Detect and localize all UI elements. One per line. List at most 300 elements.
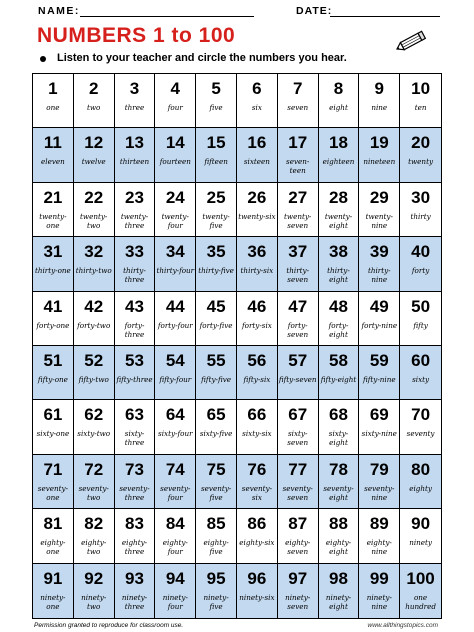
number-cell[interactable]: [359, 237, 400, 291]
number-cell[interactable]: [155, 128, 196, 182]
name-label: NAME:: [38, 5, 80, 17]
number-digit: 94: [165, 568, 185, 588]
number-word: ninety-five: [203, 592, 229, 611]
number-digit: 3: [129, 79, 140, 98]
number-digit: 51: [43, 351, 63, 370]
number-word: three: [124, 103, 145, 112]
number-digit: 68: [329, 405, 348, 425]
number-cell[interactable]: [74, 346, 115, 400]
number-cell[interactable]: [278, 74, 319, 128]
number-word: eighty-six: [239, 538, 275, 548]
number-cell[interactable]: [74, 455, 115, 509]
instruction-text: Listen to your teacher and circle the numbers you hear.: [57, 52, 347, 64]
number-cell[interactable]: [155, 292, 196, 346]
number-digit: 65: [206, 405, 226, 425]
number-digit: 9: [374, 79, 385, 98]
number-word: forty-seven: [287, 320, 309, 339]
number-word: fifty-eight: [320, 375, 357, 384]
number-word: fourteen: [159, 157, 191, 167]
number-cell[interactable]: [359, 183, 400, 237]
number-word: forty-six: [241, 320, 272, 330]
number-cell[interactable]: [115, 74, 156, 128]
number-word: thirty: [410, 211, 431, 221]
number-word: fifty-four: [159, 375, 192, 384]
number-digit: 90: [411, 514, 431, 534]
number-word: forty-three: [124, 320, 145, 339]
number-digit: 84: [165, 514, 185, 534]
number-cell[interactable]: [74, 183, 115, 237]
number-digit: 61: [43, 405, 63, 425]
number-word: five: [209, 103, 223, 112]
number-cell[interactable]: [155, 564, 196, 618]
number-digit: 33: [125, 242, 144, 262]
number-word: seventy-seven: [282, 483, 313, 502]
number-digit: 40: [411, 242, 431, 262]
number-digit: 18: [329, 133, 348, 153]
number-cell[interactable]: [237, 292, 278, 346]
number-cell[interactable]: [359, 509, 400, 563]
number-cell[interactable]: [359, 128, 400, 182]
number-word: nine: [371, 103, 388, 112]
number-digit: 93: [125, 568, 144, 588]
number-cell[interactable]: [155, 509, 196, 563]
number-digit: 81: [43, 514, 63, 534]
number-cell[interactable]: [74, 292, 115, 346]
number-cell[interactable]: [74, 237, 115, 291]
number-digit: 42: [84, 296, 104, 316]
number-word: thirty-three: [123, 266, 146, 285]
number-cell[interactable]: [319, 74, 360, 128]
number-cell[interactable]: [278, 346, 319, 400]
number-digit: 30: [411, 187, 431, 207]
date-write-line[interactable]: [330, 16, 440, 17]
number-cell[interactable]: [319, 237, 360, 291]
number-cell[interactable]: [33, 183, 74, 237]
number-cell[interactable]: [115, 237, 156, 291]
number-digit: 2: [88, 79, 99, 98]
number-digit: 20: [411, 133, 431, 153]
number-digit: 52: [84, 351, 104, 370]
number-word: eighty-one: [40, 538, 66, 557]
number-digit: 14: [165, 133, 185, 153]
number-cell[interactable]: [74, 400, 115, 454]
number-cell[interactable]: [196, 292, 237, 346]
number-word: eleven: [41, 157, 65, 167]
number-digit: 59: [369, 351, 389, 370]
number-digit: 73: [125, 459, 144, 479]
number-cell[interactable]: [278, 455, 319, 509]
number-digit: 4: [170, 79, 181, 98]
number-digit: 70: [411, 405, 431, 425]
number-word: twenty-one: [39, 211, 67, 230]
number-digit: 21: [43, 187, 63, 207]
number-word: ninety-eight: [325, 592, 352, 611]
number-digit: 82: [84, 514, 104, 534]
number-word: fifty-nine: [362, 375, 396, 384]
number-digit: 80: [411, 459, 431, 479]
number-digit: 72: [84, 459, 104, 479]
number-digit: 83: [125, 514, 144, 534]
number-cell[interactable]: [33, 455, 74, 509]
number-digit: 57: [288, 351, 308, 370]
number-cell[interactable]: [319, 292, 360, 346]
number-cell[interactable]: [196, 183, 237, 237]
number-word: fifty-one: [37, 375, 68, 384]
number-cell[interactable]: [400, 564, 441, 618]
number-word: ten: [414, 103, 427, 112]
number-digit: 10: [411, 79, 431, 98]
number-cell[interactable]: [400, 128, 441, 182]
number-digit: 75: [206, 459, 226, 479]
number-word: seventy-nine: [364, 483, 395, 502]
number-word: ninety-one: [40, 592, 66, 611]
number-digit: 16: [247, 133, 267, 153]
number-word: sixty-nine: [361, 429, 397, 439]
number-digit: 25: [206, 187, 226, 207]
number-cell[interactable]: [155, 183, 196, 237]
number-cell[interactable]: [196, 400, 237, 454]
number-digit: 7: [292, 79, 303, 98]
number-cell[interactable]: [33, 74, 74, 128]
number-cell[interactable]: [400, 237, 441, 291]
number-word: twenty-two: [80, 211, 108, 230]
number-word: one hundred: [405, 592, 436, 611]
number-word: fifty: [413, 320, 428, 330]
number-digit: 99: [369, 568, 389, 588]
number-cell[interactable]: [237, 346, 278, 400]
number-word: sixty-one: [36, 429, 70, 439]
number-cell[interactable]: [155, 74, 196, 128]
number-word: forty-five: [199, 320, 233, 330]
number-cell[interactable]: [278, 400, 319, 454]
number-cell[interactable]: [278, 509, 319, 563]
number-digit: 78: [329, 459, 348, 479]
number-word: seventy-six: [241, 483, 273, 502]
number-word: seventy-five: [200, 483, 232, 502]
number-digit: 63: [125, 405, 144, 425]
number-cell[interactable]: [115, 400, 156, 454]
number-word: sixty-four: [158, 429, 193, 439]
number-cell[interactable]: [115, 183, 156, 237]
number-digit: 85: [206, 514, 226, 534]
number-cell[interactable]: [400, 74, 441, 128]
number-cell[interactable]: [319, 128, 360, 182]
number-cell[interactable]: [33, 564, 74, 618]
number-cell[interactable]: [359, 346, 400, 400]
number-word: eighty-nine: [366, 538, 392, 557]
number-digit: 31: [43, 242, 63, 262]
number-cell[interactable]: [319, 400, 360, 454]
number-digit: 28: [329, 187, 348, 207]
number-digit: 54: [165, 351, 185, 370]
number-digit: 35: [206, 242, 226, 262]
number-word: fifty-six: [243, 375, 271, 384]
number-word: six: [251, 103, 262, 112]
number-cell[interactable]: [115, 128, 156, 182]
number-digit: 12: [84, 133, 104, 153]
number-cell[interactable]: [319, 346, 360, 400]
number-word: thirteen: [119, 157, 150, 167]
number-cell[interactable]: [155, 455, 196, 509]
number-cell[interactable]: [115, 564, 156, 618]
number-cell[interactable]: [237, 455, 278, 509]
number-word: eighty: [409, 483, 432, 493]
number-cell[interactable]: [74, 564, 115, 618]
number-digit: 39: [369, 242, 389, 262]
number-digit: 5: [211, 79, 221, 98]
number-cell[interactable]: [115, 346, 156, 400]
number-cell[interactable]: [319, 564, 360, 618]
number-cell[interactable]: [359, 564, 400, 618]
number-word: sixty: [412, 375, 430, 384]
number-digit: 71: [43, 459, 63, 479]
number-word: seventy-four: [160, 483, 191, 502]
number-digit: 8: [333, 79, 344, 98]
number-word: two: [87, 103, 101, 112]
number-cell[interactable]: [237, 183, 278, 237]
number-cell[interactable]: [196, 346, 237, 400]
number-digit: 77: [288, 459, 308, 479]
number-word: sixty-eight: [328, 429, 349, 448]
number-word: twenty-five: [202, 211, 230, 230]
number-digit: 98: [329, 568, 348, 588]
number-word: fifty-three: [116, 375, 153, 384]
number-cell[interactable]: [33, 346, 74, 400]
number-digit: 23: [125, 187, 144, 207]
number-digit: 88: [329, 514, 348, 534]
number-digit: 19: [369, 133, 389, 153]
number-digit: 27: [288, 187, 308, 207]
number-word: thirty-seven: [286, 266, 310, 285]
number-digit: 79: [369, 459, 389, 479]
number-digit: 74: [165, 459, 185, 479]
number-word: fifty-seven: [278, 375, 317, 384]
number-cell[interactable]: [155, 346, 196, 400]
number-word: thirty-four: [156, 266, 195, 276]
number-digit: 45: [206, 296, 226, 316]
number-word: sixty-five: [199, 429, 233, 439]
number-cell[interactable]: [319, 509, 360, 563]
number-word: twenty-seven: [284, 211, 312, 230]
number-digit: 6: [252, 79, 262, 98]
number-word: ninety-nine: [366, 592, 392, 611]
number-word: thirty-two: [75, 266, 112, 276]
number-word: forty-one: [36, 320, 70, 330]
bullet-icon: [40, 56, 46, 62]
number-digit: 69: [369, 405, 389, 425]
number-digit: 53: [125, 351, 144, 370]
number-word: twenty-six: [238, 211, 276, 221]
number-digit: 96: [247, 568, 267, 588]
date-label: DATE:: [296, 5, 333, 17]
number-word: thirty-eight: [327, 266, 350, 285]
number-digit: 43: [125, 296, 144, 316]
pencil-icon: [395, 28, 429, 54]
number-digit: 97: [288, 568, 308, 588]
number-digit: 36: [247, 242, 267, 262]
number-cell[interactable]: [74, 509, 115, 563]
number-word: thirty-nine: [367, 266, 391, 285]
number-word: forty-four: [157, 320, 193, 330]
number-cell[interactable]: [115, 455, 156, 509]
number-cell[interactable]: [155, 400, 196, 454]
number-digit: 56: [247, 351, 267, 370]
number-word: seventy-eight: [323, 483, 354, 502]
number-cell[interactable]: [237, 128, 278, 182]
number-word: sixty-seven: [287, 429, 309, 448]
number-word: seven-teen: [286, 157, 310, 176]
number-word: ninety-two: [81, 592, 107, 611]
number-digit: 11: [43, 133, 62, 153]
number-cell[interactable]: [33, 509, 74, 563]
number-word: four: [167, 103, 183, 112]
number-digit: 44: [165, 296, 185, 316]
number-digit: 13: [125, 133, 144, 153]
number-word: ninety-three: [121, 592, 148, 611]
number-cell[interactable]: [400, 455, 441, 509]
number-cell[interactable]: [359, 400, 400, 454]
number-cell[interactable]: [74, 74, 115, 128]
number-cell[interactable]: [400, 509, 441, 563]
number-digit: 67: [288, 405, 308, 425]
number-digit: 100: [406, 568, 435, 588]
number-cell[interactable]: [74, 128, 115, 182]
number-word: sixty-three: [124, 429, 145, 448]
number-digit: 92: [84, 568, 104, 588]
number-word: twenty-eight: [324, 211, 353, 230]
number-cell[interactable]: [196, 455, 237, 509]
number-word: thirty-six: [240, 266, 274, 276]
number-digit: 1: [48, 79, 58, 98]
number-word: eighty-three: [121, 538, 148, 557]
number-cell[interactable]: [278, 564, 319, 618]
number-cell[interactable]: [400, 400, 441, 454]
number-cell[interactable]: [33, 128, 74, 182]
number-word: ninety-four: [162, 592, 188, 611]
number-digit: 26: [247, 187, 267, 207]
number-digit: 37: [288, 242, 308, 262]
number-cell[interactable]: [400, 292, 441, 346]
number-cell[interactable]: [196, 74, 237, 128]
number-digit: 49: [369, 296, 389, 316]
number-digit: 58: [329, 351, 348, 370]
number-word: eighty-eight: [325, 538, 352, 557]
number-word: forty-nine: [361, 320, 398, 330]
number-cell[interactable]: [237, 400, 278, 454]
number-cell[interactable]: [196, 509, 237, 563]
number-digit: 24: [165, 187, 185, 207]
number-word: twelve: [81, 157, 106, 167]
number-cell[interactable]: [359, 74, 400, 128]
number-cell[interactable]: [237, 564, 278, 618]
number-cell[interactable]: [155, 237, 196, 291]
number-word: forty-two: [77, 320, 111, 330]
number-cell[interactable]: [237, 509, 278, 563]
number-word: eighty-five: [203, 538, 229, 557]
number-cell[interactable]: [115, 292, 156, 346]
number-cell[interactable]: [278, 128, 319, 182]
number-digit: 95: [206, 568, 226, 588]
number-word: seventy-one: [37, 483, 69, 502]
number-digit: 41: [43, 296, 63, 316]
number-word: twenty-nine: [365, 211, 393, 230]
number-digit: 38: [329, 242, 348, 262]
name-write-line[interactable]: [80, 16, 254, 17]
number-word: ninety-six: [239, 592, 275, 602]
number-digit: 48: [329, 296, 348, 316]
number-word: eighty-four: [162, 538, 188, 557]
number-word: fifty-five: [201, 375, 232, 384]
number-cell[interactable]: [115, 509, 156, 563]
number-word: fifteen: [204, 157, 228, 167]
number-digit: 34: [165, 242, 185, 262]
number-digit: 62: [84, 405, 104, 425]
number-cell[interactable]: [359, 292, 400, 346]
number-word: sixteen: [243, 157, 270, 167]
number-digit: 15: [206, 133, 226, 153]
number-word: ninety-seven: [285, 592, 311, 611]
number-word: seventy-two: [78, 483, 109, 502]
number-word: seven: [287, 103, 309, 112]
number-cell[interactable]: [196, 237, 237, 291]
number-digit: 29: [369, 187, 389, 207]
number-cell[interactable]: [278, 183, 319, 237]
number-word: ninety: [409, 538, 432, 548]
number-cell[interactable]: [359, 455, 400, 509]
number-digit: 47: [288, 296, 308, 316]
number-cell[interactable]: [319, 455, 360, 509]
website-url[interactable]: www.allthingstopics.com: [367, 622, 438, 629]
number-word: eighty-seven: [285, 538, 311, 557]
number-word: twenty: [408, 157, 434, 167]
number-cell[interactable]: [319, 183, 360, 237]
numbers-grid: [32, 73, 442, 619]
number-digit: 17: [288, 133, 308, 153]
number-digit: 60: [411, 351, 431, 370]
number-cell[interactable]: [33, 400, 74, 454]
number-cell[interactable]: [237, 237, 278, 291]
number-word: eighty-two: [81, 538, 107, 557]
number-word: thirty-one: [34, 266, 71, 276]
number-word: eighteen: [322, 157, 355, 167]
permission-note: Permission granted to reproduce for classroom use.: [34, 622, 184, 629]
number-cell[interactable]: [400, 183, 441, 237]
number-cell[interactable]: [278, 292, 319, 346]
number-cell[interactable]: [196, 564, 237, 618]
number-word: seventy: [406, 429, 435, 439]
number-digit: 87: [288, 514, 308, 534]
number-digit: 32: [84, 242, 104, 262]
number-word: fifty-two: [78, 375, 109, 384]
number-digit: 55: [206, 351, 226, 370]
number-cell[interactable]: [33, 237, 74, 291]
number-word: sixty-two: [77, 429, 111, 439]
number-digit: 86: [247, 514, 267, 534]
number-word: thirty-five: [198, 266, 234, 276]
number-digit: 64: [165, 405, 185, 425]
number-cell[interactable]: [196, 128, 237, 182]
number-word: forty: [411, 266, 430, 276]
number-cell[interactable]: [33, 292, 74, 346]
page-title: NUMBERS 1 to 100: [37, 24, 236, 47]
number-word: eight: [329, 103, 348, 112]
number-word: forty-eight: [328, 320, 349, 339]
number-cell[interactable]: [278, 237, 319, 291]
number-digit: 89: [369, 514, 389, 534]
number-cell[interactable]: [237, 74, 278, 128]
number-word: twenty-three: [120, 211, 149, 230]
number-cell[interactable]: [400, 346, 441, 400]
